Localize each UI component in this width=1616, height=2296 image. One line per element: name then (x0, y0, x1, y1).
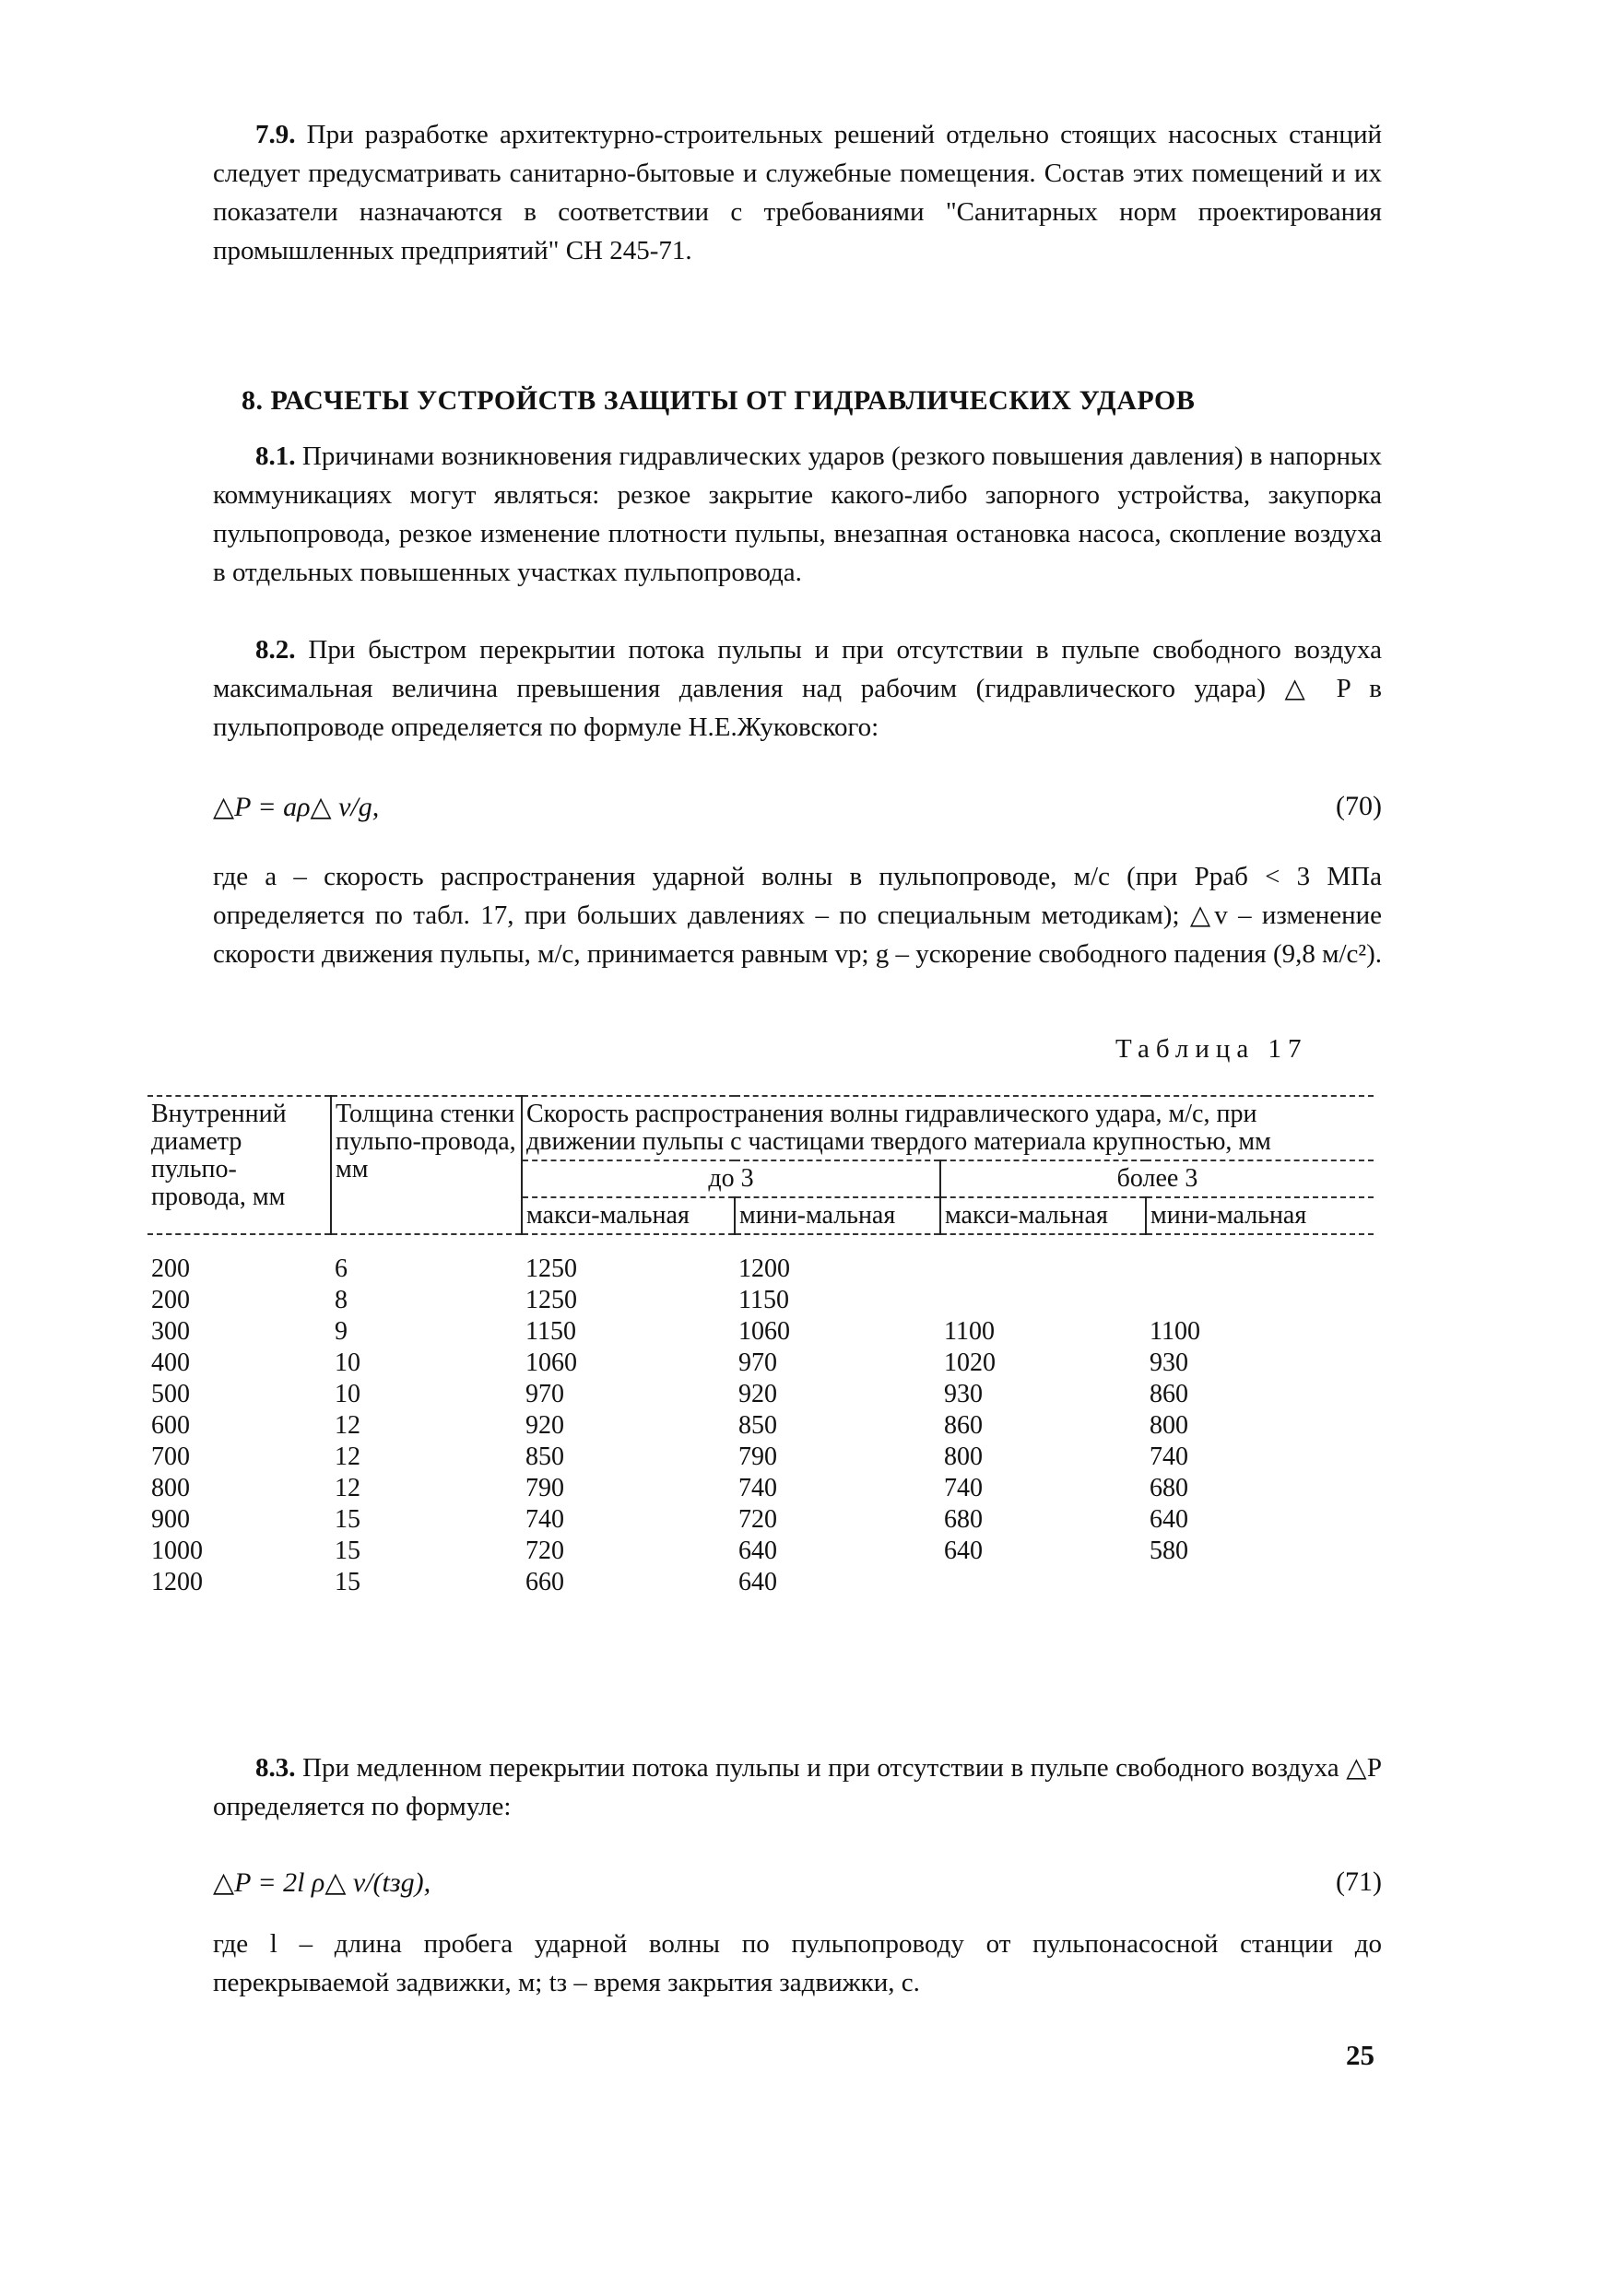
paragraph-text: При медленном перекрытии потока пульпы и при отсутствии в пульпе свободного воздуха △P определяется по формуле: (213, 1753, 1382, 1821)
table-cell (940, 1234, 1146, 1285)
table-cell: 920 (738, 1380, 777, 1408)
table-row (147, 1442, 1374, 1473)
table-cell: 10 (335, 1380, 360, 1408)
table-cell: 1100 (944, 1317, 995, 1346)
formula-text: △P = 2l ρ△ v/(tзg), (213, 1867, 431, 1898)
table-cell: 920 (525, 1411, 564, 1440)
table-cell: 850 (738, 1411, 777, 1440)
table-cell: 720 (525, 1537, 564, 1565)
table-cell: 1100 (1150, 1317, 1200, 1346)
header-min: мини-мальная (735, 1197, 940, 1234)
table-cell: 12 (335, 1474, 360, 1502)
table-cell: 860 (944, 1411, 983, 1440)
paragraph-8-3 (213, 1748, 1382, 1826)
table-cell: 1150 (525, 1317, 576, 1346)
table-cell: 930 (944, 1380, 983, 1408)
table-cell: 640 (738, 1568, 777, 1596)
table-cell: 740 (1150, 1442, 1188, 1471)
formula-71-explanation: где l – длина пробега ударной волны по пульпопроводу от пульпонасосной станции до перекрываемой задвижки, м; tз – время закрытия задвижки, с. (213, 1929, 1382, 1997)
table-cell: 1200 (738, 1254, 790, 1283)
paragraph-8-1 (213, 437, 1382, 592)
table-cell: 680 (944, 1505, 983, 1534)
table-cell: 1150 (738, 1286, 789, 1314)
table-cell: 660 (525, 1568, 564, 1596)
table-cell: 15 (335, 1568, 360, 1596)
table-cell: 12 (335, 1411, 360, 1440)
header-max: макси-мальная (940, 1197, 1146, 1234)
table-cell: 790 (738, 1442, 777, 1471)
paragraph-text: При разработке архитектурно-строительных решений отдельно стоящих насосных станций следует предусматривать санитарно-бытовые и служебные помещения. Состав этих помещений и их показатели назначаются в соответствии с требованиями "Санитарных норм проектирования промышленных предприятий" СН 245-71. (213, 120, 1382, 265)
paragraph-7-9 (213, 115, 1382, 270)
clause-number: 8.3. (255, 1753, 296, 1783)
table-row (147, 1410, 1374, 1442)
table-cell: 8 (335, 1286, 348, 1314)
table-cell: 790 (525, 1474, 564, 1502)
paragraph-text: Причинами возникновения гидравлических ударов (резкого повышения давления) в напорных коммуникациях могут являться: резкое закрытие какого-либо запорного устройства, закупорка пульпопровода, резкое изменение плотности пульпы, внезапная остановка насоса, скопление воздуха в отдельных повышенных участках пульпопровода. (213, 442, 1382, 587)
table-cell: 700 (151, 1442, 190, 1471)
table-cell: 1060 (738, 1317, 790, 1346)
table-cell: 930 (1150, 1348, 1188, 1377)
paragraph-text: При быстром перекрытии потока пульпы и при отсутствии в пульпе свободного воздуха максимальная величина превышения давления над рабочим (гидравлического удара) △ P в пульпопроводе определяется по формуле Н.Е.Жуковского: (213, 635, 1382, 742)
table-17 (147, 1095, 1374, 1598)
table-cell: 200 (151, 1254, 190, 1283)
table-row (147, 1567, 1374, 1598)
table-cell: 580 (1150, 1537, 1188, 1565)
table-cell: 9 (335, 1317, 348, 1346)
table-cell: 740 (944, 1474, 983, 1502)
table-caption: Таблица 17 (1115, 1034, 1308, 1064)
table-cell: 6 (335, 1254, 348, 1283)
table-cell: 800 (944, 1442, 983, 1471)
table-cell: 740 (525, 1505, 564, 1534)
table-cell: 800 (151, 1474, 190, 1502)
table-row (147, 1504, 1374, 1536)
table-cell: 680 (1150, 1474, 1188, 1502)
table-cell: 1060 (525, 1348, 577, 1377)
table-cell: 1250 (525, 1286, 577, 1314)
header-min: мини-мальная (1146, 1197, 1374, 1234)
formula-number: (70) (1336, 791, 1382, 821)
table-cell (1146, 1285, 1374, 1316)
table-row (147, 1234, 1374, 1285)
table-cell: 1200 (151, 1568, 203, 1596)
table-cell: 1020 (944, 1348, 996, 1377)
formula-70 (213, 791, 1382, 823)
table-row (147, 1536, 1374, 1567)
clause-number: 7.9. (255, 120, 296, 149)
table-cell: 970 (738, 1348, 777, 1377)
clause-number: 8.1. (255, 442, 296, 471)
table-cell: 200 (151, 1286, 190, 1314)
table-row (147, 1379, 1374, 1410)
header-over-3: более 3 (940, 1160, 1374, 1197)
header-diameter: Внутренний диаметр пульпо-провода, мм (147, 1096, 331, 1234)
table-cell: 600 (151, 1411, 190, 1440)
table-cell: 720 (738, 1505, 777, 1534)
table-cell: 1250 (525, 1254, 577, 1283)
table-cell (1146, 1234, 1374, 1285)
table-cell: 640 (944, 1537, 983, 1565)
formula-number: (71) (1336, 1866, 1382, 1897)
table-cell (940, 1567, 1146, 1598)
table-cell: 10 (335, 1348, 360, 1377)
table-cell: 740 (738, 1474, 777, 1502)
table-cell: 860 (1150, 1380, 1188, 1408)
formula-text: △P = aρ△ v/g, (213, 792, 380, 822)
table-cell: 15 (335, 1537, 360, 1565)
table-cell: 400 (151, 1348, 190, 1377)
table-cell: 640 (1150, 1505, 1188, 1534)
table-cell: 900 (151, 1505, 190, 1534)
clause-number: 8.2. (255, 635, 296, 665)
table-row (147, 1473, 1374, 1504)
table-row (147, 1316, 1374, 1348)
table-cell: 640 (738, 1537, 777, 1565)
header-upto-3: до 3 (522, 1160, 940, 1197)
table-cell: 500 (151, 1380, 190, 1408)
formula-71 (213, 1866, 1382, 1899)
table-cell: 300 (151, 1317, 190, 1346)
table-cell: 1000 (151, 1537, 203, 1565)
table-cell (1146, 1567, 1374, 1598)
section-heading: 8. РАСЧЕТЫ УСТРОЙСТВ ЗАЩИТЫ ОТ ГИДРАВЛИЧЕСКИХ УДАРОВ (242, 385, 1196, 416)
table-cell: 850 (525, 1442, 564, 1471)
table-cell: 15 (335, 1505, 360, 1534)
table-cell: 12 (335, 1442, 360, 1471)
header-wall: Толщина стенки пульпо-провода, мм (331, 1096, 522, 1234)
table-cell: 800 (1150, 1411, 1188, 1440)
paragraph-8-2 (213, 630, 1382, 747)
formula-70-explanation: где a – скорость распространения ударной волны в пульпопроводе, м/с (при Pраб < 3 МПа определяется по табл. 17, при больших давлениях – по специальным методикам); △v – изменение скорости движения пульпы, м/с, принимается равным vр; g – ускорение свободного падения (9,8 м/с²). (213, 862, 1382, 969)
header-max: макси-мальная (522, 1197, 735, 1234)
table-row (147, 1285, 1374, 1316)
header-speed: Скорость распространения волны гидравлического удара, м/с, при движении пульпы с частицами твердого материала крупностью, мм (522, 1096, 1374, 1160)
page-number: 25 (1346, 2039, 1374, 2071)
table-row (147, 1348, 1374, 1379)
table-cell (940, 1285, 1146, 1316)
table-cell: 970 (525, 1380, 564, 1408)
